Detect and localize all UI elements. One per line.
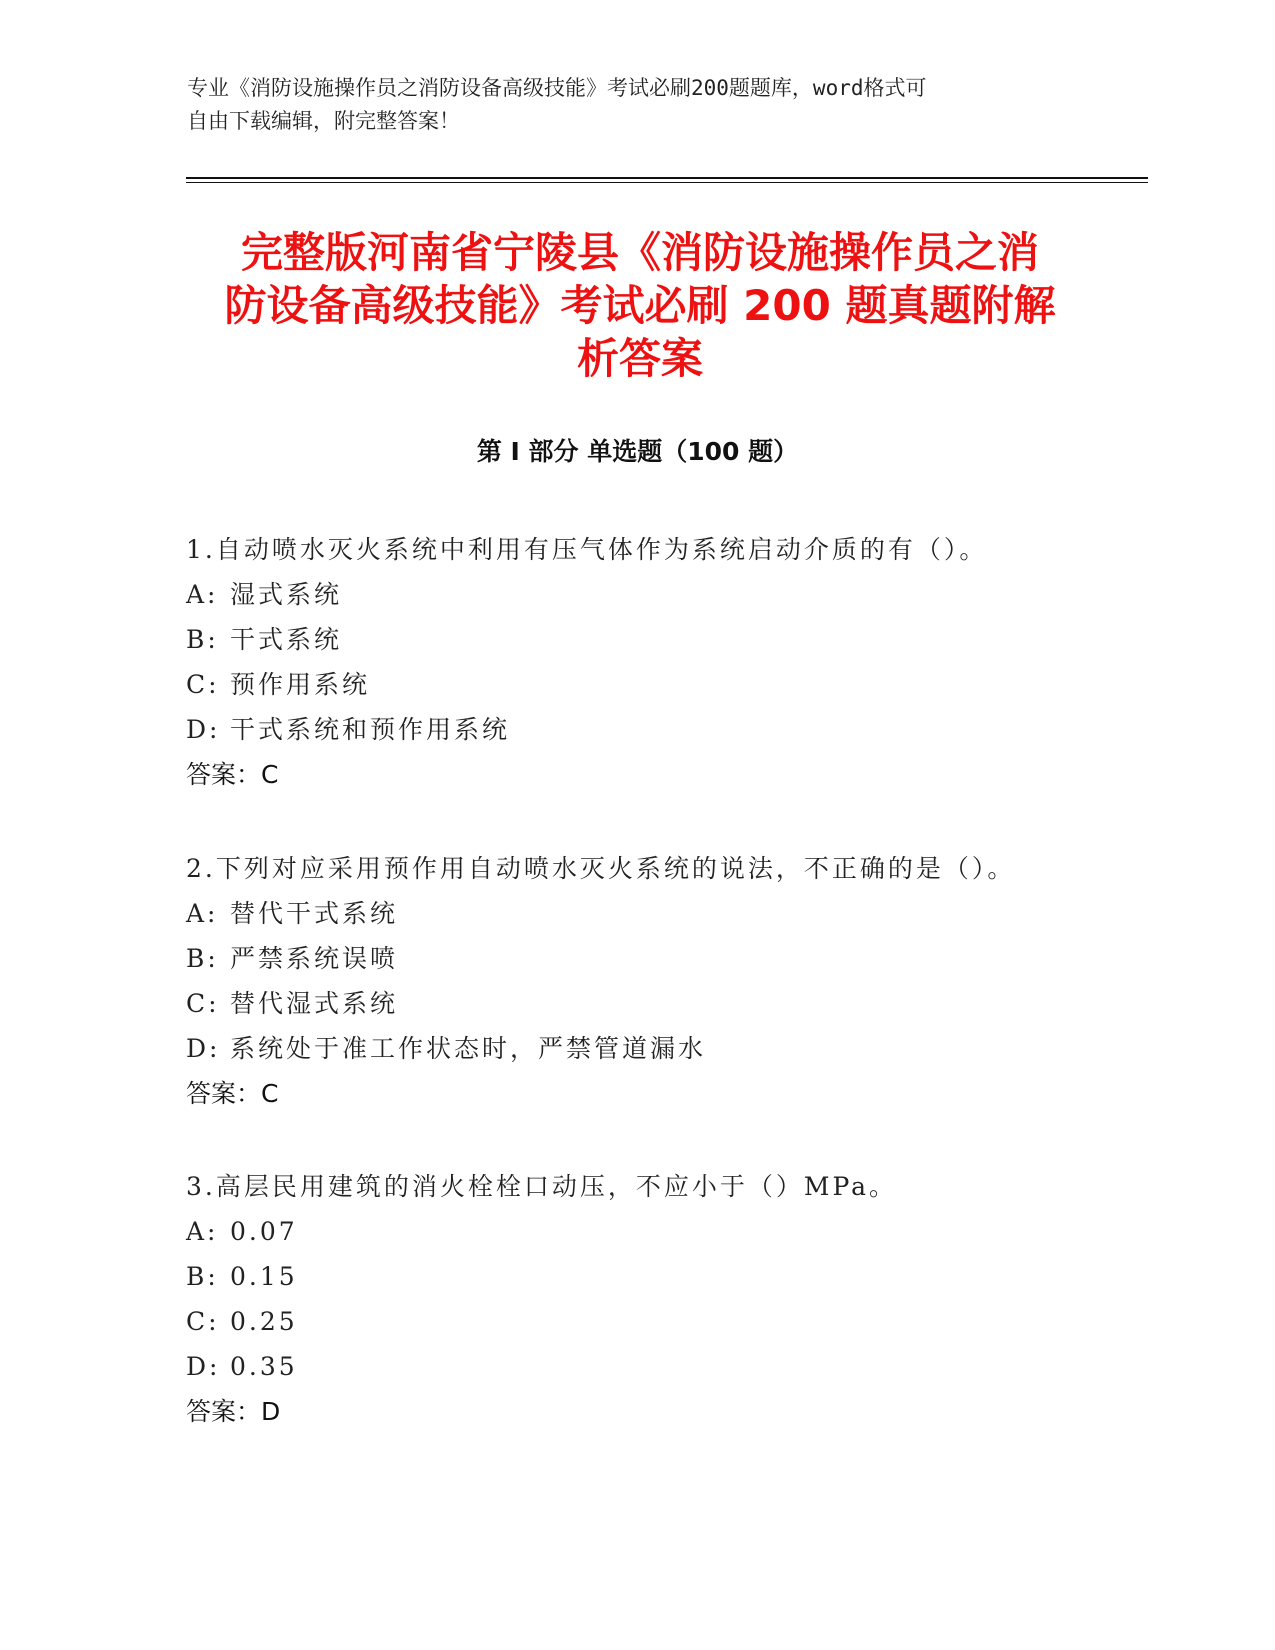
option-text: 湿式系统: [230, 580, 343, 609]
option-text: 0.15: [230, 1262, 298, 1291]
header-note-line-1: 专业《消防设施操作员之消防设备高级技能》考试必刷200题题库，word格式可: [187, 76, 927, 100]
option-text: 系统处于准工作状态时，严禁管道漏水: [230, 1034, 707, 1063]
document-title-line-3: 析答案: [576, 334, 703, 383]
option-c: [186, 662, 1086, 707]
question-3: [186, 1164, 1086, 1434]
option-b: [186, 936, 1086, 981]
option-c: [186, 981, 1086, 1026]
option-text: 替代湿式系统: [230, 989, 399, 1018]
option-d: [186, 1344, 1086, 1389]
option-key: B:: [186, 625, 219, 654]
option-key: C:: [186, 989, 220, 1018]
document-title-line-2: 防设备高级技能》考试必刷 200 题真题附解: [224, 281, 1056, 330]
option-text: 干式系统: [230, 625, 343, 654]
option-key: C:: [186, 670, 220, 699]
document-title-line-1: 完整版河南省宁陵县《消防设施操作员之消: [240, 228, 1039, 277]
section-title: 第 I 部分 单选题（100 题）: [476, 437, 799, 466]
option-text: 0.07: [230, 1217, 298, 1246]
option-text: 预作用系统: [230, 670, 371, 699]
option-c: [186, 1299, 1086, 1344]
option-key: D:: [186, 715, 221, 744]
header-note: [187, 72, 1067, 138]
option-text: 替代干式系统: [230, 899, 399, 928]
option-key: A:: [186, 580, 219, 609]
option-b: [186, 1254, 1086, 1299]
option-a: [186, 891, 1086, 936]
header-note-line-2: 自由下载编辑，附完整答案！: [187, 109, 460, 133]
answer-line: 答案：D: [186, 1397, 281, 1426]
header-divider-thick: [186, 177, 1148, 179]
option-key: B:: [186, 944, 219, 973]
document-title: [160, 226, 1120, 385]
option-b: [186, 617, 1086, 662]
question-1: [186, 527, 1086, 797]
option-text: 0.25: [230, 1307, 298, 1336]
option-d: [186, 707, 1086, 752]
option-key: D:: [186, 1352, 221, 1381]
question-2: [186, 846, 1086, 1116]
option-text: 0.35: [230, 1352, 298, 1381]
option-key: A:: [186, 899, 219, 928]
option-key: A:: [186, 1217, 219, 1246]
option-key: D:: [186, 1034, 221, 1063]
question-text: 2.下列对应采用预作用自动喷水灭火系统的说法，不正确的是（）。: [186, 854, 1016, 883]
option-a: [186, 572, 1086, 617]
question-text: 1.自动喷水灭火系统中利用有压气体作为系统启动介质的有（）。: [186, 535, 988, 564]
question-text: 3.高层民用建筑的消火栓栓口动压，不应小于（）MPa。: [186, 1172, 898, 1201]
option-text: 严禁系统误喷: [230, 944, 399, 973]
header-divider-thin: [186, 182, 1148, 183]
option-text: 干式系统和预作用系统: [230, 715, 511, 744]
option-d: [186, 1026, 1086, 1071]
option-key: B:: [186, 1262, 219, 1291]
option-key: C:: [186, 1307, 220, 1336]
option-a: [186, 1209, 1086, 1254]
answer-line: 答案：C: [186, 760, 279, 789]
answer-line: 答案：C: [186, 1079, 279, 1108]
